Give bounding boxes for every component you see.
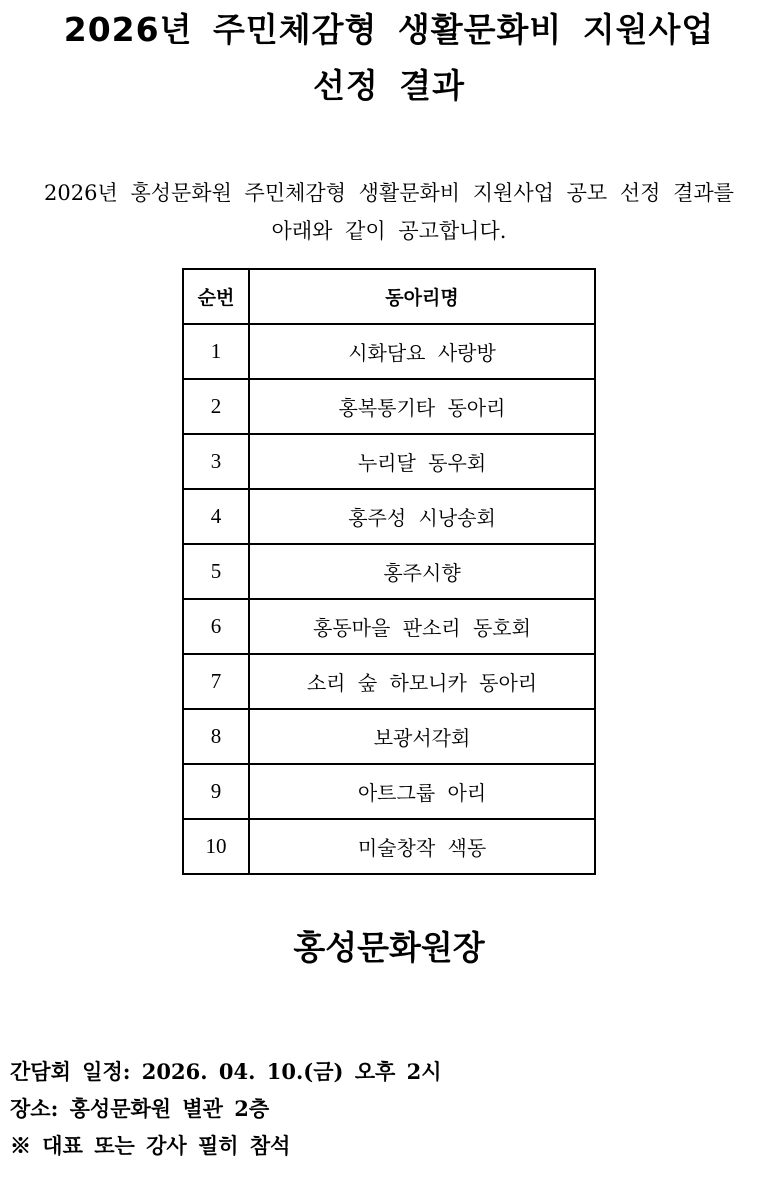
table-header-row: [183, 269, 595, 324]
row-number: 7: [183, 654, 249, 709]
row-number: 4: [183, 489, 249, 544]
club-name: 미술창작 색동: [249, 819, 595, 874]
page-title: 2026년 주민체감형 생활문화비 지원사업: [63, 10, 715, 49]
club-name: 소리 숲 하모니카 동아리: [249, 654, 595, 709]
club-name: 아트그룹 아리: [249, 764, 595, 819]
row-number: 9: [183, 764, 249, 819]
row-number: 3: [183, 434, 249, 489]
club-name: 홍주시향: [249, 544, 595, 599]
page-subtitle: 선정 결과: [312, 66, 465, 105]
table-row: [183, 544, 595, 599]
attendance-note: ※ 대표 또는 강사 필히 참석: [10, 1133, 291, 1158]
row-number: 8: [183, 709, 249, 764]
intro-text-line1: 2026년 홍성문화원 주민체감형 생활문화비 지원사업 공모 선정 결과를: [44, 181, 734, 205]
table-row: [183, 434, 595, 489]
club-name: 홍주성 시낭송회: [249, 489, 595, 544]
club-name: 홍복통기타 동아리: [249, 379, 595, 434]
table-row: [183, 324, 595, 379]
table-row: [183, 764, 595, 819]
table-row: [183, 379, 595, 434]
header-number: 순번: [183, 269, 249, 324]
row-number: 6: [183, 599, 249, 654]
meeting-place: 장소: 홍성문화원 별관 2층: [10, 1096, 270, 1121]
row-number: 1: [183, 324, 249, 379]
header-club-name: 동아리명: [249, 269, 595, 324]
row-number: 2: [183, 379, 249, 434]
club-name: 보광서각회: [249, 709, 595, 764]
table-row: [183, 819, 595, 874]
table-row: [183, 599, 595, 654]
club-name: 누리달 동우회: [249, 434, 595, 489]
meeting-schedule: 간담회 일정: 2026. 04. 10.(금) 오후 2시: [10, 1059, 442, 1084]
table-row: [183, 709, 595, 764]
selection-results-table: [182, 268, 596, 875]
intro-text-line2: 아래와 같이 공고합니다.: [271, 219, 507, 243]
issuer-signature: 홍성문화원장: [293, 928, 485, 967]
row-number: 10: [183, 819, 249, 874]
table-row: [183, 654, 595, 709]
table-row: [183, 489, 595, 544]
club-name: 시화담요 사랑방: [249, 324, 595, 379]
row-number: 5: [183, 544, 249, 599]
club-name: 홍동마을 판소리 동호회: [249, 599, 595, 654]
